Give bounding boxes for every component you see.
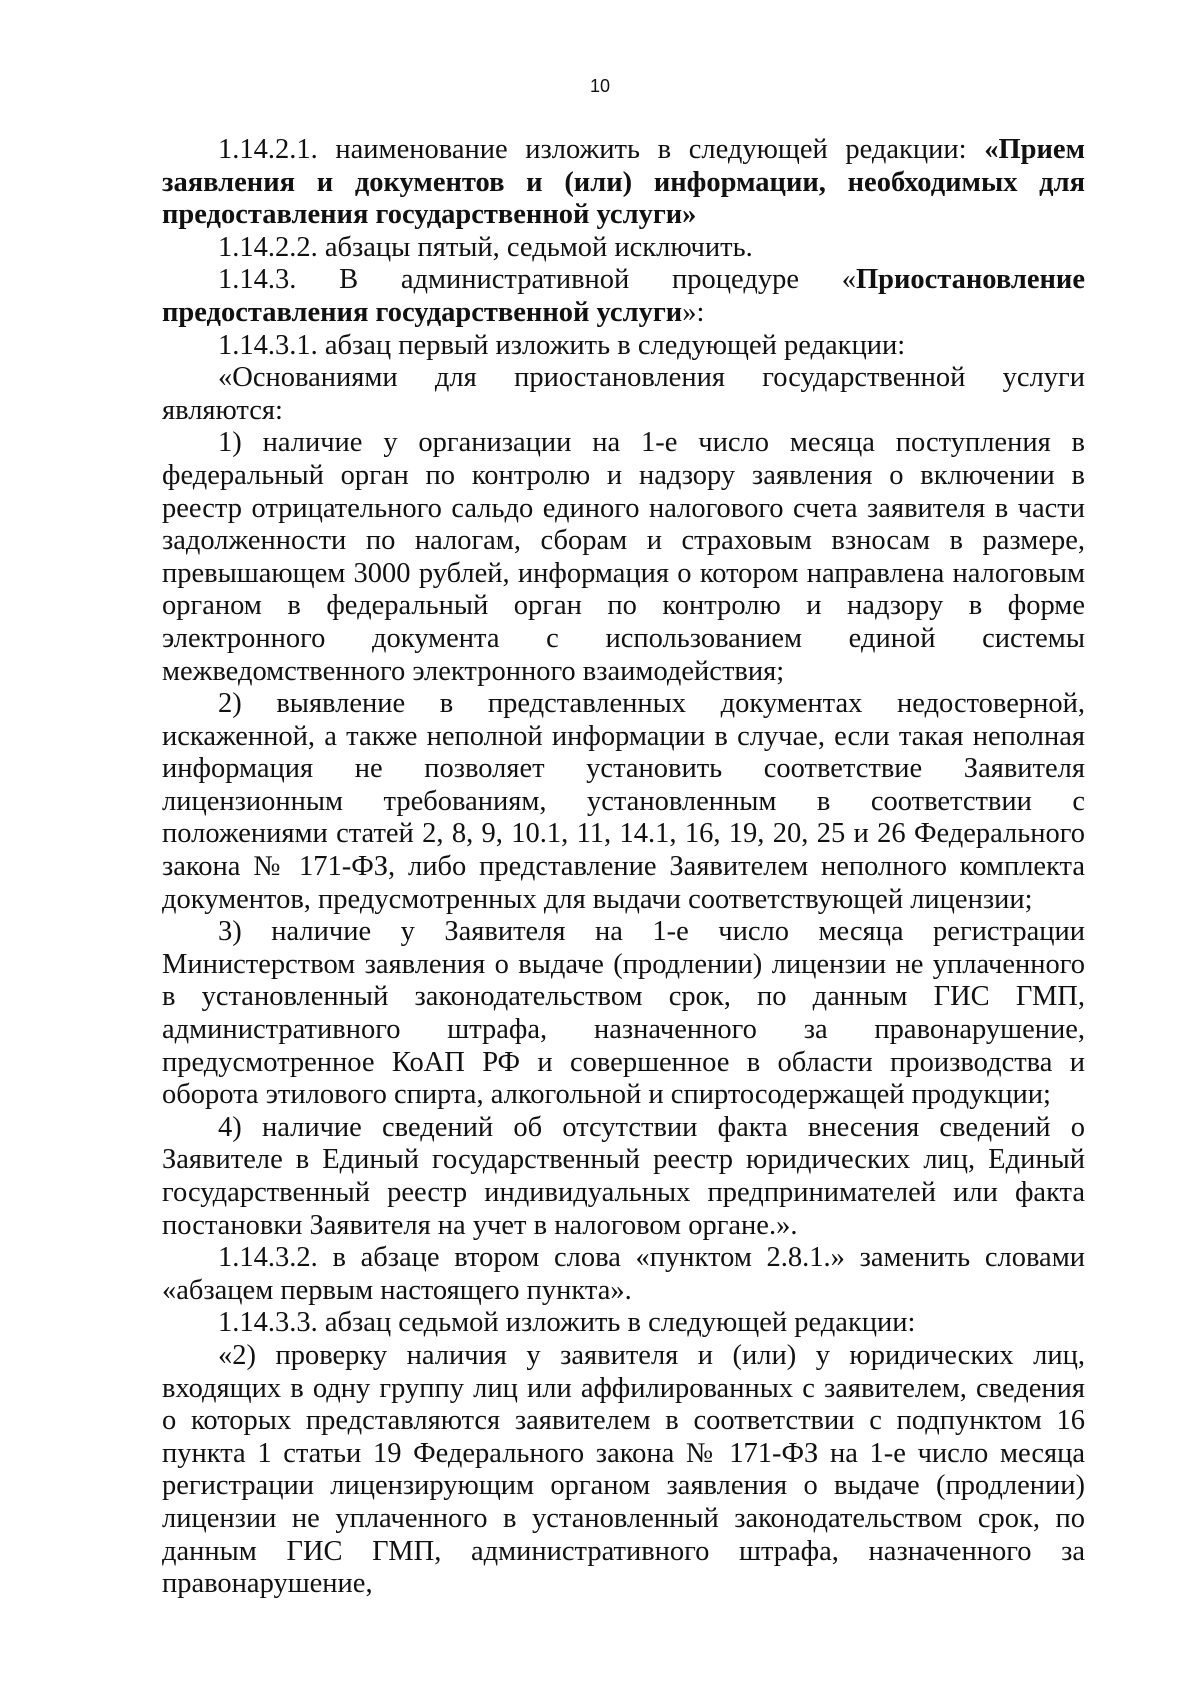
- paragraph-1-14-3-2: [162, 1242, 1085, 1307]
- paragraph-grounds-intro: [162, 362, 1085, 427]
- bold-text: Приостановление предоставления государственной услуги: [162, 264, 1085, 328]
- list-item-2: [162, 688, 1085, 916]
- page-number: 10: [589, 76, 611, 96]
- bold-text: «Прием заявления и документов и (или) информации, необходимых для предоставления государственной услуги»: [162, 134, 1085, 231]
- paragraph-text: 1.14.3. В административной процедуре «: [218, 264, 856, 296]
- paragraph-text: 1.14.2.2. абзацы пятый, седьмой исключить.: [218, 231, 753, 263]
- paragraph-text: 1) наличие у организации на 1-е число месяца поступления в федеральный орган по контролю и надзору заявления о включении в реестр отрицательного сальдо единого налогового счета заявителя в части задолженности по налогам, сборам и страховым взносам в размере, превышающем 3000 рублей, информация о котором направлена налоговым органом в федеральный орган по контролю и надзору в форме электронного документа с использованием единой системы межведомственного электронного взаимодействия;: [162, 427, 1085, 687]
- paragraph-text-end: »:: [682, 296, 705, 328]
- document-body: [162, 134, 1085, 1601]
- paragraph-text: «2) проверку наличия у заявителя и (или) у юридических лиц, входящих в одну группу лиц или аффилированных с заявителем, сведения о которых представляются заявителем в соответствии с подпунктом 16 пункта 1 статьи 19 Федерального закона № 171-ФЗ на 1-е число месяца регистрации лицензирующим органом заявления о выдаче (продлении) лицензии не уплаченного в установленный законодательством срок, по данным ГИС ГМП, административного штрафа, назначенного за правонарушение,: [162, 1339, 1085, 1600]
- paragraph-text: 2) выявление в представленных документах недостоверной, искаженной, а также неполной информации в случае, если такая неполная информация не позволяет установить соответствие Заявителя лицензионным требованиям, установленным в соответствии с положениями статей 2, 8, 9, 10.1, 11, 14.1, 16, 19, 20, 25 и 26 Федерального закона № 171-ФЗ, либо представление Заявителем неполного комплекта документов, предусмотренных для выдачи соответствующей лицензии;: [162, 688, 1085, 915]
- paragraph-text: 1.14.3.3. абзац седьмой изложить в следующей редакции:: [218, 1307, 916, 1339]
- paragraph-text: «Основаниями для приостановления государственной услуги являются:: [162, 362, 1085, 426]
- paragraph-new-item-2: [162, 1340, 1085, 1601]
- paragraph-1-14-3: [162, 264, 1085, 329]
- paragraph-1-14-3-3: [162, 1307, 1085, 1340]
- list-item-3: [162, 916, 1085, 1112]
- paragraph-text: 4) наличие сведений об отсутствии факта внесения сведений о Заявителе в Единый государственный реестр юридических лиц, Единый государственный реестр индивидуальных предпринимателей или факта постановки Заявителя на учет в налоговом органе.».: [162, 1111, 1085, 1241]
- paragraph-text: 1.14.3.1. абзац первый изложить в следующей редакции:: [218, 329, 906, 361]
- paragraph-text: 1.14.2.1. наименование изложить в следующей редакции:: [218, 134, 985, 165]
- list-item-4: [162, 1112, 1085, 1242]
- list-item-1: [162, 427, 1085, 688]
- paragraph-text: 1.14.3.2. в абзаце втором слова «пунктом 2.8.1.» заменить словами «абзацем первым настоящего пункта».: [162, 1242, 1085, 1306]
- paragraph-1-14-2-2: [162, 232, 1085, 265]
- paragraph-text: 3) наличие у Заявителя на 1-е число месяца регистрации Министерством заявления о выдаче (продлении) лицензии не уплаченного в установленный законодательством срок, по данным ГИС ГМП, административного штрафа, назначенного за правонарушение, предусмотренное КоАП РФ и совершенное в области производства и оборота этилового спирта, алкогольной и спиртосодержащей продукции;: [162, 916, 1085, 1111]
- paragraph-1-14-3-1: [162, 330, 1085, 363]
- paragraph-1-14-2-1: [162, 134, 1085, 232]
